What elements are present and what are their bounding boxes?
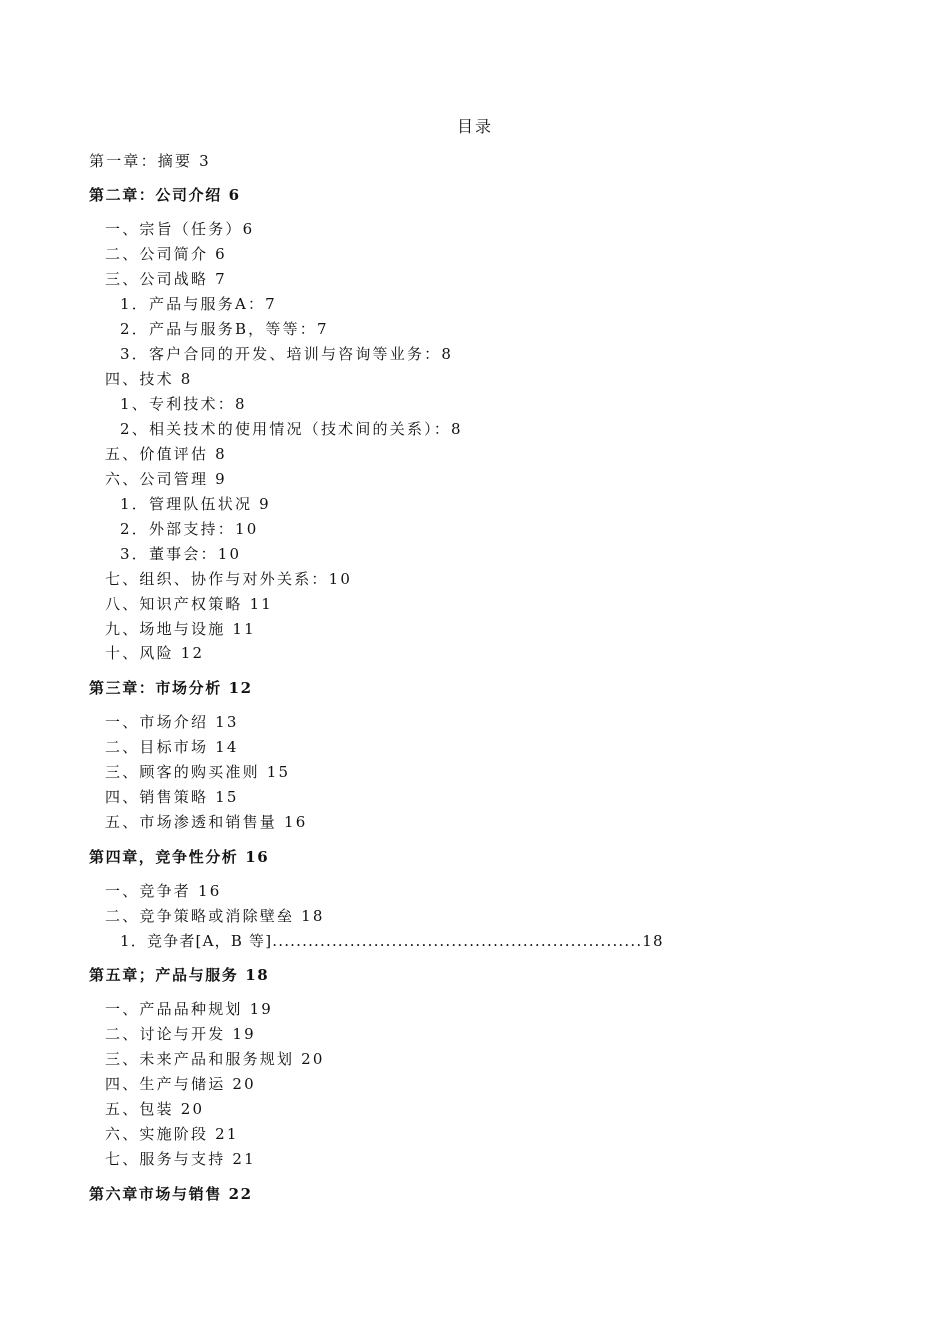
toc-section: 四、技术 8: [105, 370, 193, 388]
toc-chapter: 第一章：摘要 3: [89, 152, 211, 170]
toc-chapter: 第六章市场与销售 22: [89, 1185, 253, 1203]
toc-subsection: 2．产品与服务B，等等：7: [120, 320, 329, 338]
toc-subsection: 1、专利技术：8: [120, 395, 247, 413]
toc-section: 八、知识产权策略 11: [105, 595, 274, 613]
toc-section: 四、生产与储运 20: [105, 1075, 256, 1093]
toc-section: 三、顾客的购买准则 15: [105, 763, 291, 781]
toc-subsection: 3．客户合同的开发、培训与咨询等业务：8: [120, 345, 454, 363]
toc-section: 九、场地与设施 11: [105, 620, 256, 638]
toc-section: 三、未来产品和服务规划 20: [105, 1050, 325, 1068]
toc-section: 六、公司管理 9: [105, 470, 227, 488]
toc-section: 一、宗旨（任务）6: [105, 220, 255, 238]
toc-section: 六、实施阶段 21: [105, 1125, 239, 1143]
toc-section: 二、公司简介 6: [105, 245, 227, 263]
toc-section: 五、包装 20: [105, 1100, 205, 1118]
toc-chapter: 第二章：公司介绍 6: [89, 186, 241, 204]
toc-section: 二、目标市场 14: [105, 738, 239, 756]
toc-section: 二、竞争策略或消除壁垒 18: [105, 907, 325, 925]
toc-subsection: 2．外部支持：10: [120, 520, 259, 538]
toc-section: 五、市场渗透和销售量 16: [105, 813, 308, 831]
toc-chapter: 第五章；产品与服务 18: [89, 966, 270, 984]
toc-subsection: 1．管理队伍状况 9: [120, 495, 271, 513]
toc-section: 四、销售策略 15: [105, 788, 239, 806]
toc-section: 一、市场介绍 13: [105, 713, 239, 731]
toc-section: 五、价值评估 8: [105, 445, 227, 463]
toc-subsection: 3．董事会：10: [120, 545, 242, 563]
toc-section: 十、风险 12: [105, 644, 205, 662]
toc-title: 目录: [456, 117, 493, 136]
toc-subsection-leader: 1．竞争者[A，B 等]..............................................................18: [120, 932, 664, 950]
toc-section: 一、竞争者 16: [105, 882, 222, 900]
toc-chapter: 第三章：市场分析 12: [89, 679, 253, 697]
toc-section: 三、公司战略 7: [105, 270, 227, 288]
toc-section: 七、服务与支持 21: [105, 1150, 256, 1168]
toc-section: 七、组织、协作与对外关系：10: [105, 570, 353, 588]
toc-subsection: 2、相关技术的使用情况（技术间的关系）：8: [120, 420, 463, 438]
toc-chapter: 第四章，竞争性分析 16: [89, 848, 270, 866]
toc-section: 一、产品品种规划 19: [105, 1000, 274, 1018]
toc-section: 二、讨论与开发 19: [105, 1025, 256, 1043]
toc-subsection: 1．产品与服务A：7: [120, 295, 277, 313]
